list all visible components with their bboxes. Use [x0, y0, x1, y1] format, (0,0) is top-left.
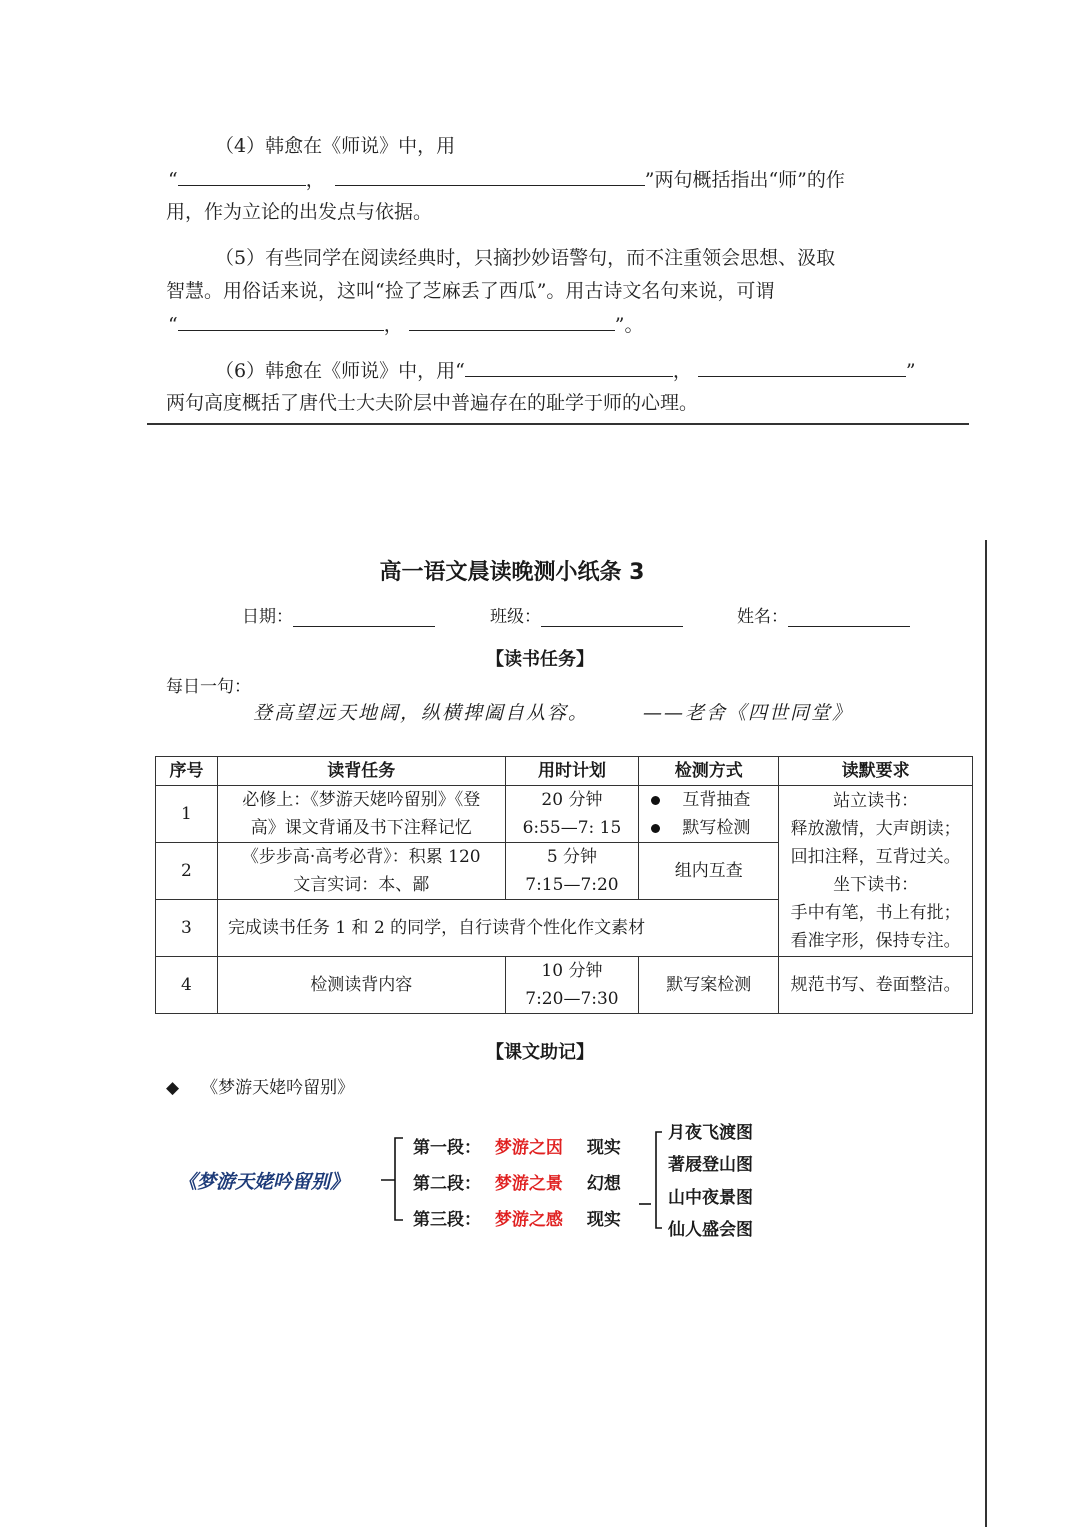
- diagram-poem-title: 《梦游天姥吟留别》: [178, 1171, 350, 1193]
- header-time: 用时计划: [505, 757, 639, 786]
- table-row: [156, 957, 973, 1014]
- page-right-border: [985, 540, 987, 1527]
- q5-line3: “ ， ”。: [168, 308, 643, 342]
- row1-task: 必修上：《梦游天姥吟留别》《登 高》课文背诵及书下注释记忆: [217, 786, 505, 843]
- row4-check: 默写案检测: [639, 957, 779, 1014]
- row3-task: 完成读书任务 1 和 2 的同学，自行读背个性化作文素材: [217, 900, 778, 957]
- name-input[interactable]: [788, 606, 910, 627]
- date-input[interactable]: [293, 606, 435, 627]
- header-check: 检测方式: [639, 757, 779, 786]
- q5-line2: 智慧。用俗话来说，这叫“捡了芝麻丢了西瓜”。用古诗文名句来说，可谓: [166, 280, 775, 302]
- segment-3-type: 现实: [586, 1210, 621, 1230]
- bullet-icon: [651, 796, 660, 805]
- name-field: 姓名：: [737, 602, 910, 627]
- row2-task: 《步步高·高考必背》：积累 120 文言实词：本、鄙: [217, 843, 505, 900]
- q4-blank-2[interactable]: [335, 163, 645, 186]
- table-header-row: [156, 757, 973, 786]
- right-brace: [656, 1132, 662, 1228]
- page-divider: [147, 423, 969, 425]
- segment-3-key: 梦游之感: [494, 1210, 563, 1230]
- header-no: 序号: [156, 757, 218, 786]
- segment-1: 第一段： 梦游之因 现实: [413, 1138, 621, 1158]
- q4-blank-1[interactable]: [178, 163, 306, 186]
- row2-time: 5 分钟 7:15—7:20: [505, 843, 639, 900]
- requirements-cell: 站立读书： 释放激情，大声朗读； 回扣注释，互背过关。 坐下读书： 手中有笔，书上有批； 看准字形，保持专注。: [779, 786, 973, 957]
- date-field: 日期：: [242, 602, 435, 627]
- row2-check: 组内互查: [639, 843, 779, 900]
- picture-3: 山中夜景图: [668, 1188, 753, 1208]
- q4-line1: （4）韩愈在《师说》中，用: [215, 135, 456, 157]
- row2-no: 2: [156, 843, 218, 900]
- segment-1-type: 现实: [586, 1138, 621, 1158]
- row1-check: 互背抽查 默写检测: [639, 786, 779, 843]
- header-task: 读背任务: [217, 757, 505, 786]
- picture-2: 著屐登山图: [668, 1155, 753, 1175]
- sheet-title: 高一语文晨读晚测小纸条 3: [379, 560, 645, 585]
- daily-source: ——老舍《四世同堂》: [643, 702, 854, 724]
- q6-blank-1[interactable]: [465, 354, 673, 377]
- row1-no: 1: [156, 786, 218, 843]
- row4-req: 规范书写、卷面整洁。: [779, 957, 973, 1014]
- segment-3: 第三段： 梦游之感 现实: [413, 1210, 621, 1230]
- row4-time: 10 分钟 7:20—7:30: [505, 957, 639, 1014]
- q6-line2: 两句高度概括了唐代士大夫阶层中普遍存在的耻学于师的心理。: [166, 392, 699, 414]
- row4-task: 检测读背内容: [217, 957, 505, 1014]
- q4-line3: 用，作为立论的出发点与依据。: [166, 201, 433, 223]
- q5-line1: （5）有些同学在阅读经典时，只摘抄妙语警句，而不注重领会思想、汲取: [215, 247, 836, 269]
- segment-2-type: 幻想: [586, 1174, 621, 1194]
- segment-1-key: 梦游之因: [494, 1138, 563, 1158]
- table-row: [156, 786, 973, 843]
- left-brace: [381, 1138, 403, 1220]
- class-input[interactable]: [541, 606, 683, 627]
- picture-1: 月夜飞渡图: [668, 1123, 753, 1143]
- row1-time: 20 分钟 6:55—7: 15: [505, 786, 639, 843]
- segment-2: 第二段： 梦游之景 幻想: [413, 1174, 621, 1194]
- q5-blank-2[interactable]: [409, 308, 615, 331]
- q5-blank-1[interactable]: [178, 308, 384, 331]
- row3-no: 3: [156, 900, 218, 957]
- bullet-icon: [651, 824, 660, 833]
- diamond-icon: ◆: [166, 1078, 180, 1098]
- q4-line2: “ ， ”两句概括指出“师”的作: [168, 163, 845, 197]
- reading-task-heading: 【读书任务】: [486, 649, 594, 670]
- q6-blank-2[interactable]: [698, 354, 906, 377]
- notes-heading: 【课文助记】: [486, 1042, 594, 1063]
- segment-2-key: 梦游之景: [494, 1174, 563, 1194]
- daily-label: 每日一句：: [166, 677, 251, 697]
- row4-no: 4: [156, 957, 218, 1014]
- picture-4: 仙人盛会图: [668, 1220, 753, 1240]
- daily-quote: 登高望远天地阔，纵横捭阖自从容。: [253, 702, 590, 724]
- header-req: 读默要求: [779, 757, 973, 786]
- reading-task-table: [155, 756, 973, 1014]
- notes-item: ◆ 《梦游天姥吟留别》: [166, 1078, 355, 1098]
- class-field: 班级：: [490, 602, 683, 627]
- q6-line1: （6）韩愈在《师说》中，用“ ， ”: [215, 354, 916, 388]
